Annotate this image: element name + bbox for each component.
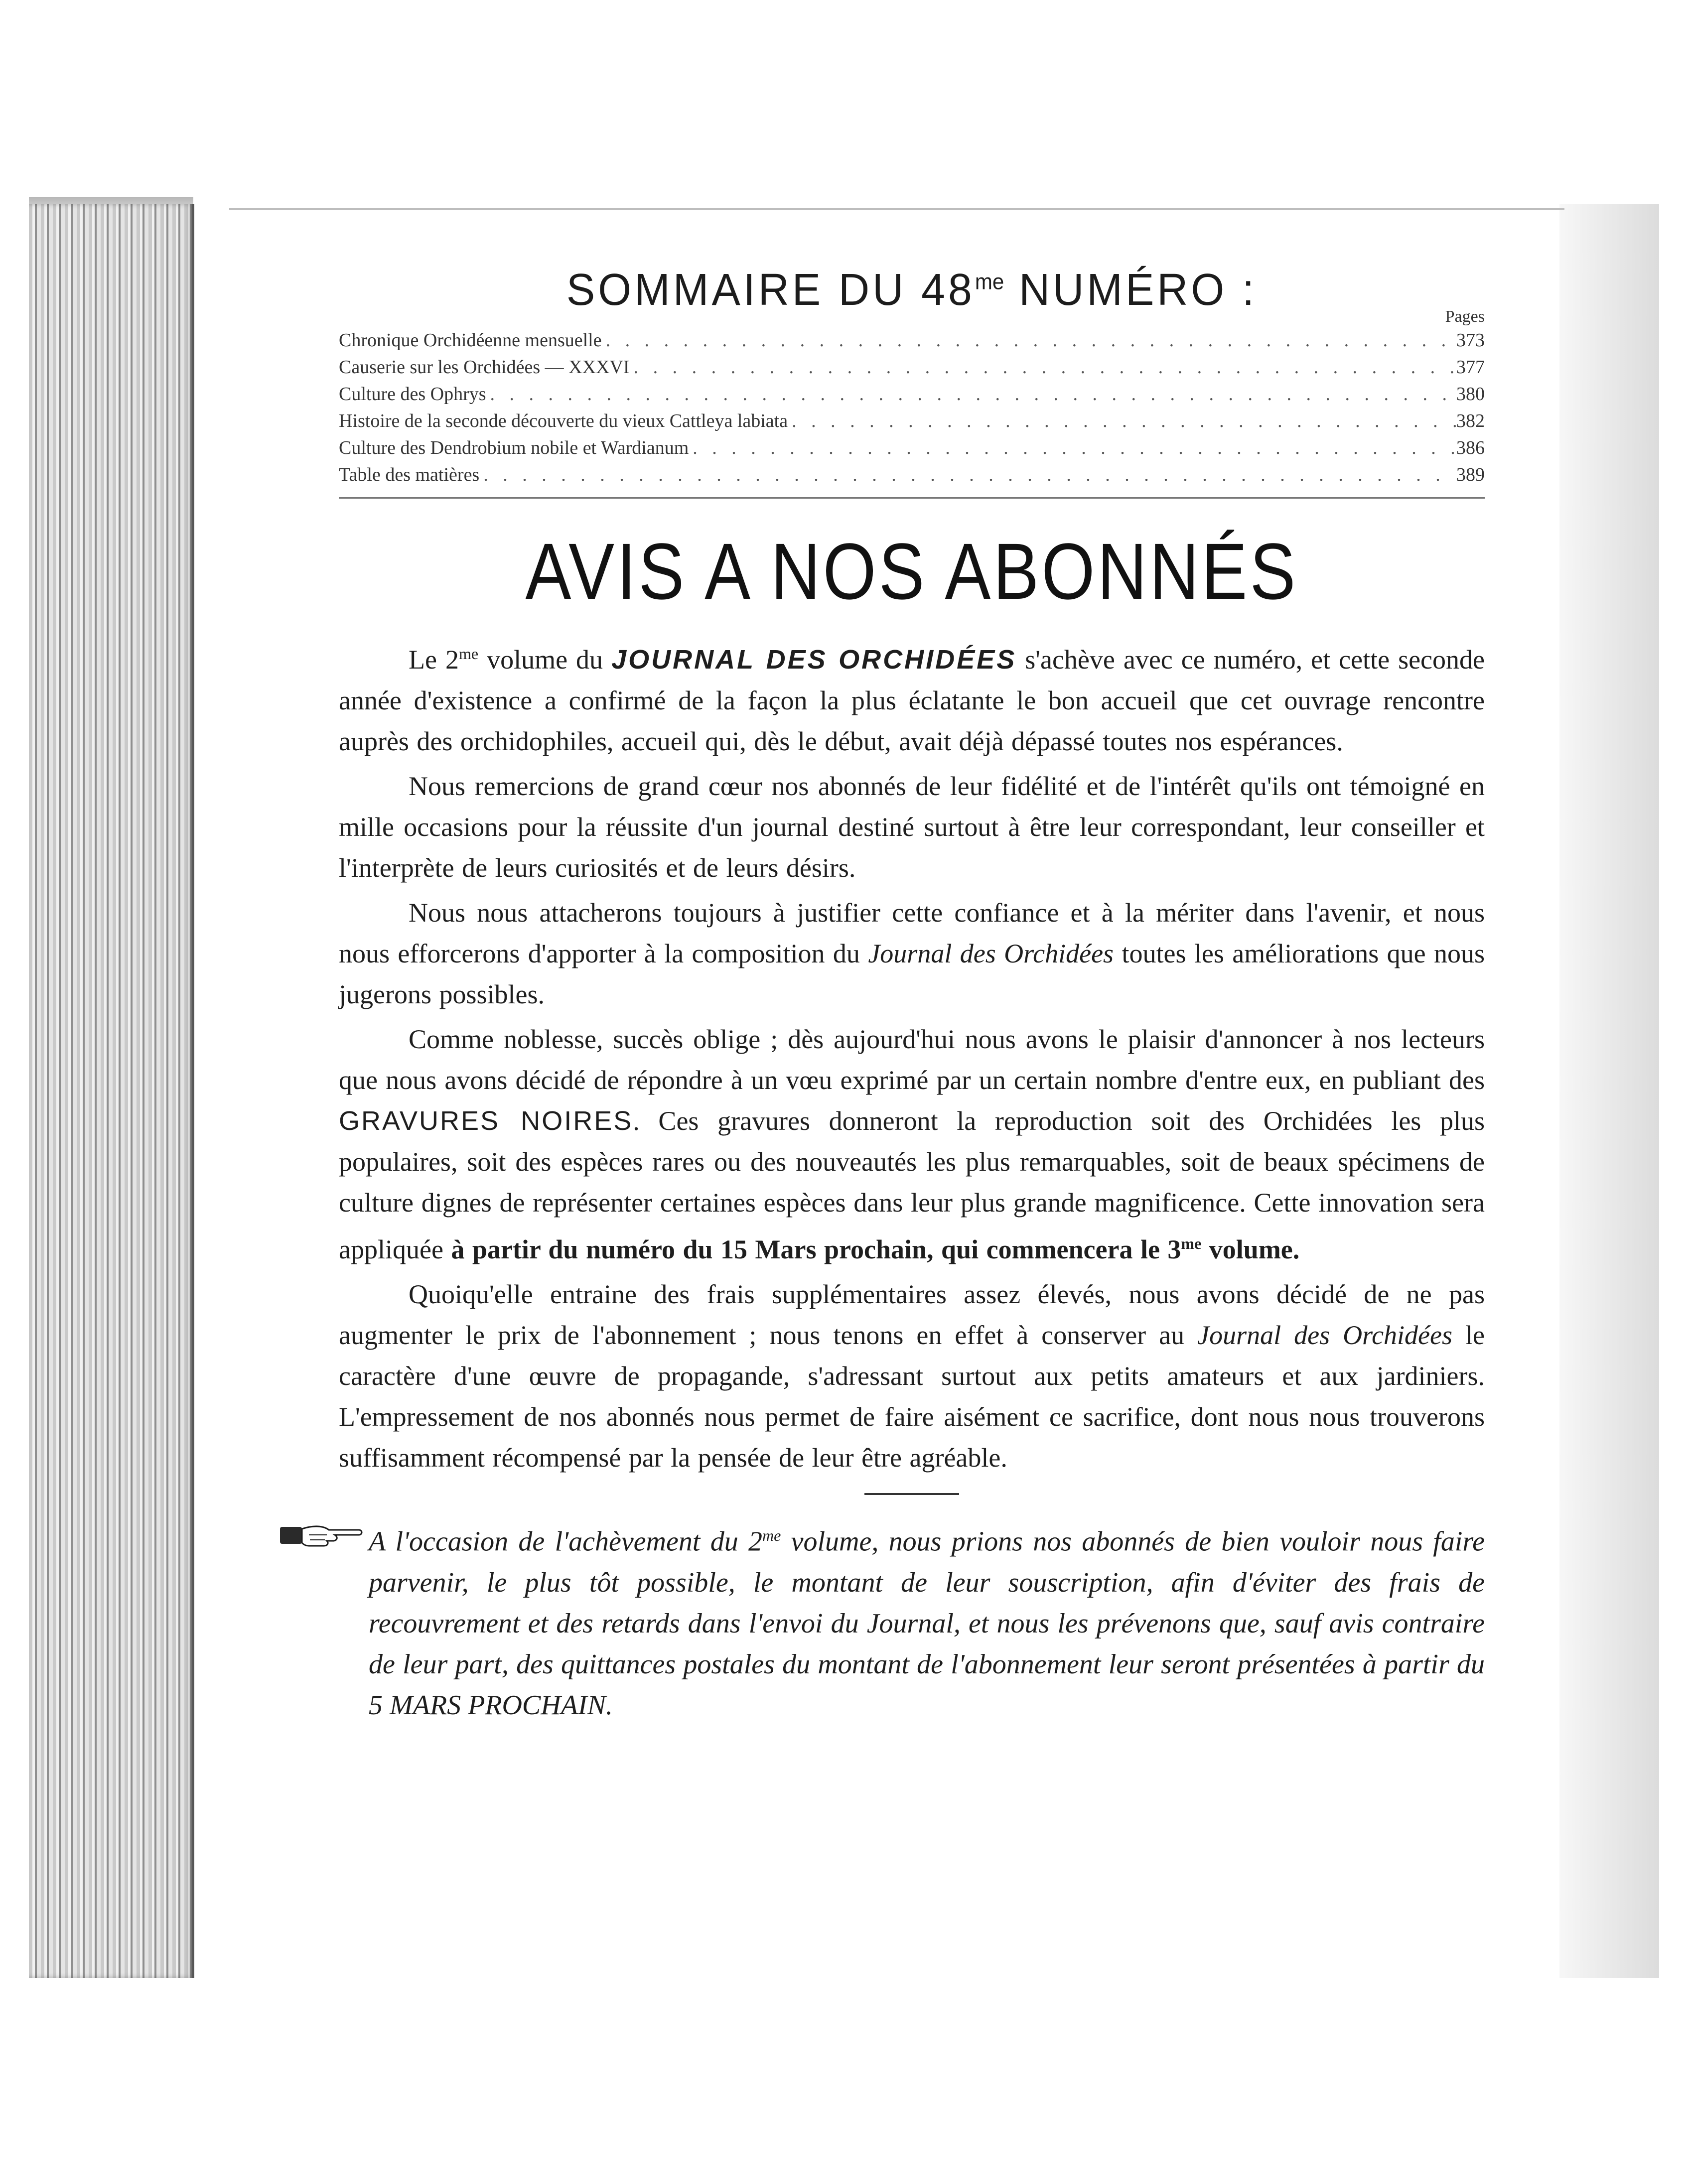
toc-title: Chronique Orchidéenne mensuelle	[339, 330, 602, 351]
text-run: le caractère d'une œuvre de propagande, s'adressant surtout aux petits amateurs et aux jardiniers. L'empressement de nos abonnés nous permet de faire aisément ce sacrifice, dont nous nous trouverons suffisamment récompensé par la pensée de leur être agréable.	[339, 1320, 1485, 1473]
toc-page: 380	[1456, 384, 1485, 405]
toc-leader-dots	[602, 327, 1456, 354]
text-run: toutes les améliorations que nous jugerons possibles.	[339, 939, 1485, 1009]
toc-row	[339, 434, 1485, 461]
toc-title: Culture des Dendrobium nobile et Wardianum	[339, 437, 689, 458]
text-run: Le 2	[409, 645, 459, 675]
toc-title: Culture des Ophrys	[339, 384, 486, 405]
bold-announcement: à partir du numéro du 15 Mars prochain, qui commencera le 3	[451, 1234, 1181, 1264]
toc-row	[339, 327, 1485, 354]
top-border	[229, 208, 1564, 210]
toc-title: Table des matières	[339, 464, 480, 485]
summary-title-end: NUMÉRO :	[1019, 264, 1258, 315]
toc-row	[339, 408, 1485, 434]
text-run: volume du	[478, 645, 612, 675]
superscript: me	[762, 1526, 781, 1544]
toc-row	[339, 461, 1485, 488]
text-run: Nous nous attacherons toujours à justifier cette confiance et à la mériter dans l'avenir, et nous nous efforcerons d'apporter à la composition du	[339, 898, 1485, 968]
toc-title: Histoire de la seconde découverte du vieux Cattleya labiata	[339, 410, 788, 431]
text-run: Quoiqu'elle entraine des frais supplémentaires assez élevés, nous avons décidé de ne pas augmenter le prix de l'abonnement ; nous tenons en effet à conserver au	[339, 1279, 1485, 1350]
toc-page: 382	[1456, 410, 1485, 431]
paragraph-5	[339, 1274, 1485, 1478]
notice-body	[339, 633, 1485, 1478]
summary-divider	[339, 497, 1485, 499]
text-run: volume, nous prions nos abonnés de bien vouloir nous faire parvenir, le plus tôt possible, le montant de leur souscription, afin d'éviter des frais de recouvrement et des retards dans l'envoi du Journal, et nous les prévenons que, sauf avis contraire de leur part, des quittances postales du montant de l'abonnement leur seront présentées à partir du 5 MARS PROCHAIN.	[369, 1526, 1485, 1721]
book-page-edges	[29, 204, 193, 1978]
pointing-hand-icon	[279, 1520, 364, 1550]
toc-leader-dots	[486, 381, 1456, 408]
paragraph-4	[339, 1019, 1485, 1270]
summary-title	[339, 258, 1485, 315]
toc-row	[339, 381, 1485, 408]
toc-page: 373	[1456, 330, 1485, 351]
section-divider	[864, 1493, 959, 1495]
superscript: me	[458, 645, 479, 663]
toc-title: Causerie sur les Orchidées — XXXVI	[339, 357, 630, 378]
paragraph-2: Nous remercions de grand cœur nos abonnés de leur fidélité et de l'intérêt qu'ils ont témoigné en mille occasions pour la réussite d'un journal destiné surtout à être leur correspondant, leur conseiller et l'interprète de leurs curiosités et de leurs désirs.	[339, 771, 1485, 883]
subscription-reminder	[339, 1515, 1485, 1726]
toc-leader-dots	[479, 461, 1456, 488]
text-run: s'achève avec ce numéro, et cette seconde année d'existence a confirmé de la façon la plus éclatante le bon accueil que cet ouvrage rencontre auprès des orchidophiles, accueil qui, dès le début, avait déjà dépassé toutes nos espérances.	[339, 645, 1485, 756]
summary-pages-label: Pages	[1445, 307, 1485, 326]
paragraph-1	[339, 633, 1485, 762]
journal-name: Journal des Orchidées	[868, 939, 1114, 968]
bold-announcement-end: volume.	[1201, 1234, 1300, 1264]
journal-name: JOURNAL DES ORCHIDÉES	[611, 645, 1017, 675]
page-content	[339, 259, 1485, 1726]
summary-section	[339, 259, 1485, 499]
toc-leader-dots	[788, 408, 1456, 434]
toc-page: 386	[1456, 437, 1485, 458]
gutter-line	[192, 204, 194, 1978]
toc-row	[339, 354, 1485, 381]
text-run: A l'occasion de l'achèvement du 2	[369, 1526, 762, 1557]
next-page-edge	[1559, 204, 1659, 1978]
notice-title: AVIS A NOS ABONNÉS	[525, 527, 1298, 616]
paragraph-3	[339, 892, 1485, 1015]
toc-leader-dots	[630, 354, 1456, 381]
toc-leader-dots	[689, 434, 1456, 461]
superscript: me	[1181, 1234, 1202, 1252]
emphasis-caps: GRAVURES NOIRES	[339, 1106, 633, 1136]
summary-title-text: SOMMAIRE DU 48	[566, 264, 975, 315]
journal-name: Journal des Orchidées	[1197, 1320, 1453, 1350]
text-run: . Ces gravures donneront la reproduction soit des Orchidées les plus populaires, soit des espèces rares ou des nouveautés les plus remarquables, soit de beaux spécimens de culture dignes de représenter certaines espèces dans leur plus grande magnificence. Cette innovation sera appliquée	[339, 1106, 1485, 1264]
text-run: Comme noblesse, succès oblige ; dès aujourd'hui nous avons le plaisir d'annoncer à nos lecteurs que nous avons décidé de répondre à un vœu exprimé par un certain nombre d'entre eux, en publiant des	[339, 1024, 1485, 1095]
toc-page: 389	[1456, 464, 1485, 485]
toc-page: 377	[1456, 357, 1485, 378]
summary-title-sup: me	[975, 269, 1004, 294]
